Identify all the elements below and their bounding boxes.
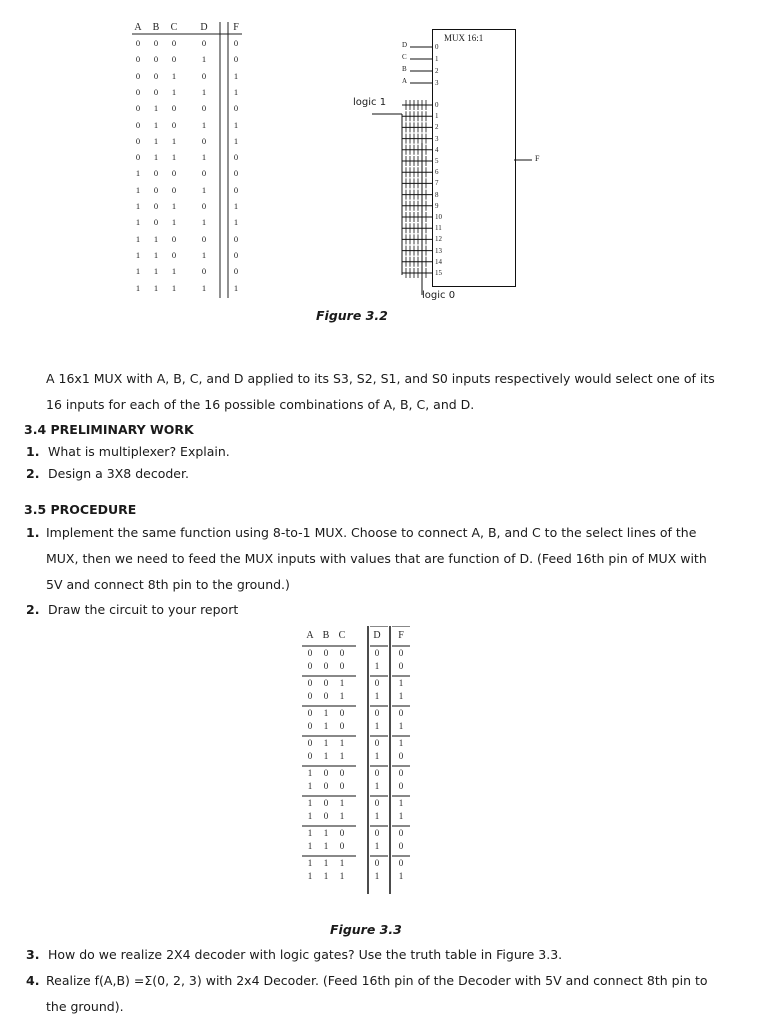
table-cell: 1 bbox=[398, 871, 404, 881]
table-cell: 0 bbox=[374, 678, 380, 688]
select-label-c: C bbox=[402, 53, 407, 61]
table-cell: 1 bbox=[307, 871, 313, 881]
table-header-a: A bbox=[306, 630, 314, 641]
table-cell: 1 bbox=[374, 751, 380, 761]
output-label-f: F bbox=[535, 154, 540, 163]
table-cell: 1 bbox=[135, 217, 141, 228]
table-cell: 0 bbox=[398, 751, 404, 761]
truth-table-figure-3-3 bbox=[300, 626, 420, 898]
table-cell: 0 bbox=[201, 168, 207, 179]
truth-table-figure-3-2 bbox=[128, 22, 248, 302]
table-cell: 1 bbox=[171, 70, 177, 81]
table-cell: 0 bbox=[135, 135, 141, 146]
section-3-5-item-2 bbox=[26, 602, 238, 617]
data-pin-number: 10 bbox=[435, 213, 442, 221]
data-pin-number: 4 bbox=[435, 145, 439, 154]
table-cell: 1 bbox=[171, 217, 177, 228]
table-cell: 0 bbox=[135, 119, 141, 130]
table-cell: 1 bbox=[201, 152, 207, 163]
table-cell: 0 bbox=[398, 781, 404, 791]
table-cell: 0 bbox=[339, 841, 345, 851]
figure-3-2-caption: Figure 3.2 bbox=[316, 308, 388, 323]
data-pin-number: 9 bbox=[435, 201, 439, 210]
table-cell: 1 bbox=[201, 119, 207, 130]
table-cell: 0 bbox=[323, 798, 329, 808]
item-text: Realize f(A,B) =Σ(0, 2, 3) with 2x4 Decoder. (Feed 16th pin of the Decoder with 5V and connect 8th pin to the ground). bbox=[46, 973, 708, 1014]
table-cell: 1 bbox=[374, 691, 380, 701]
data-pin-number: 15 bbox=[435, 269, 442, 277]
table-cell: 0 bbox=[374, 798, 380, 808]
data-pin-number: 8 bbox=[435, 190, 439, 199]
table-cell: 1 bbox=[339, 738, 345, 748]
select-pin-number: 1 bbox=[435, 55, 439, 63]
table-cell: 1 bbox=[398, 798, 404, 808]
section-3-4-item-2 bbox=[26, 466, 189, 481]
item-text: Implement the same function using 8-to-1 MUX. Choose to connect A, B, and C to the select lines of the MUX, then we need to feed the MUX inputs with values that are function of D. (Feed 16th pin of MUX with 5V and connect 8th pin to the ground.) bbox=[46, 525, 707, 592]
table-cell: 0 bbox=[233, 249, 239, 260]
data-pin-number: 12 bbox=[435, 235, 442, 244]
table-cell: 1 bbox=[135, 249, 141, 260]
table-cell: 0 bbox=[153, 54, 159, 65]
table-cell: 0 bbox=[398, 708, 404, 718]
mux-16-1-diagram bbox=[340, 25, 580, 315]
table-cell: 1 bbox=[307, 841, 313, 851]
table-cell: 1 bbox=[233, 282, 239, 293]
table-cell: 1 bbox=[135, 168, 141, 179]
table-cell: 1 bbox=[171, 135, 177, 146]
item-text: Design a 3X8 decoder. bbox=[48, 466, 189, 481]
table-cell: 1 bbox=[171, 266, 177, 277]
table-cell: 1 bbox=[307, 798, 313, 808]
data-pin-number: 2 bbox=[435, 123, 439, 132]
table-cell: 0 bbox=[201, 38, 207, 48]
table-cell: 1 bbox=[339, 798, 345, 808]
data-pin-number: 13 bbox=[435, 246, 442, 255]
table-cell: 1 bbox=[307, 858, 313, 868]
table-cell: 1 bbox=[135, 233, 141, 244]
table-cell: 1 bbox=[307, 781, 313, 791]
table-cell: 0 bbox=[135, 152, 141, 163]
item-number: 4. bbox=[26, 973, 40, 988]
table-cell: 0 bbox=[135, 86, 141, 97]
mux-wiring bbox=[340, 25, 580, 315]
table-cell: 1 bbox=[153, 135, 159, 146]
item-text: Draw the circuit to your report bbox=[48, 602, 239, 617]
table-header-c: C bbox=[338, 630, 346, 641]
table-cell: 1 bbox=[339, 691, 345, 701]
table-cell: 0 bbox=[201, 266, 207, 277]
table-cell: 1 bbox=[233, 217, 239, 228]
table-cell: 1 bbox=[398, 738, 404, 748]
table-cell: 1 bbox=[323, 708, 329, 718]
table-cell: 1 bbox=[171, 201, 177, 211]
table-cell: 1 bbox=[135, 266, 141, 277]
data-pin-number: 1 bbox=[435, 112, 439, 121]
table-cell: 0 bbox=[201, 103, 207, 114]
table-cell: 0 bbox=[339, 708, 345, 718]
table-cell: 0 bbox=[307, 721, 313, 731]
table-cell: 1 bbox=[153, 119, 159, 130]
logic0-label: logic 0 bbox=[422, 290, 456, 301]
table-cell: 1 bbox=[374, 841, 380, 851]
table-cell: 1 bbox=[323, 841, 329, 851]
table-cell: 0 bbox=[153, 70, 159, 81]
table-header-b: B bbox=[322, 630, 330, 641]
table-cell: 0 bbox=[398, 828, 404, 838]
table-cell: 0 bbox=[374, 738, 380, 748]
table-cell: 1 bbox=[374, 781, 380, 791]
table-cell: 0 bbox=[339, 721, 345, 731]
table-cell: 1 bbox=[339, 858, 345, 868]
item-number: 3. bbox=[26, 947, 40, 962]
table-cell: 1 bbox=[339, 751, 345, 761]
table-cell: 0 bbox=[201, 70, 207, 81]
table-header-a: A bbox=[134, 22, 142, 33]
table-cell: 0 bbox=[398, 858, 404, 868]
table-cell: 0 bbox=[153, 168, 159, 179]
table-cell: 1 bbox=[201, 249, 207, 260]
table-cell: 0 bbox=[233, 184, 239, 195]
select-label-b: B bbox=[402, 65, 407, 73]
table-cell: 0 bbox=[374, 648, 380, 658]
data-pin-number: 7 bbox=[435, 179, 439, 188]
table-cell: 0 bbox=[398, 648, 404, 658]
table-cell: 0 bbox=[339, 661, 345, 671]
question-4 bbox=[26, 968, 726, 1020]
table-cell: 1 bbox=[323, 871, 329, 881]
table-cell: 0 bbox=[233, 168, 239, 179]
table-cell: 0 bbox=[153, 201, 159, 211]
select-label-d: D bbox=[402, 41, 408, 49]
select-pin-number: 0 bbox=[435, 43, 439, 51]
table-cell: 1 bbox=[323, 721, 329, 731]
item-number: 2. bbox=[26, 602, 40, 617]
table-cell: 1 bbox=[307, 828, 313, 838]
table-cell: 1 bbox=[153, 266, 159, 277]
table-header-f: F bbox=[398, 630, 404, 641]
table-cell: 0 bbox=[374, 768, 380, 778]
select-label-a: A bbox=[402, 77, 408, 85]
table-cell: 1 bbox=[171, 86, 177, 97]
table-cell: 0 bbox=[307, 661, 313, 671]
table-cell: 0 bbox=[323, 661, 329, 671]
table-cell: 1 bbox=[374, 661, 380, 671]
table-cell: 0 bbox=[374, 828, 380, 838]
table-cell: 0 bbox=[339, 768, 345, 778]
table-cell: 1 bbox=[153, 152, 159, 163]
table-cell: 1 bbox=[171, 282, 177, 293]
table-cell: 0 bbox=[339, 781, 345, 791]
table-cell: 0 bbox=[307, 738, 313, 748]
table-cell: 0 bbox=[153, 217, 159, 228]
section-3-4-item-1 bbox=[26, 444, 230, 459]
table-cell: 1 bbox=[339, 871, 345, 881]
table-cell: 1 bbox=[201, 86, 207, 97]
table-header-c: C bbox=[170, 22, 178, 33]
table-cell: 0 bbox=[135, 70, 141, 81]
table-cell: 1 bbox=[201, 184, 207, 195]
table-cell: 1 bbox=[323, 858, 329, 868]
table-cell: 0 bbox=[398, 768, 404, 778]
table-cell: 0 bbox=[323, 648, 329, 658]
table-cell: 1 bbox=[135, 201, 141, 211]
table-cell: 0 bbox=[398, 841, 404, 851]
section-3-4-heading: 3.4 PRELIMINARY WORK bbox=[24, 422, 194, 437]
table-cell: 0 bbox=[201, 135, 207, 146]
table-cell: 0 bbox=[323, 768, 329, 778]
table-cell: 1 bbox=[201, 54, 207, 65]
table-cell: 0 bbox=[233, 54, 239, 65]
data-pin-number: 11 bbox=[435, 224, 442, 233]
table-cell: 0 bbox=[339, 648, 345, 658]
table-cell: 1 bbox=[233, 135, 239, 146]
select-pin-number: 2 bbox=[435, 67, 439, 75]
table-cell: 0 bbox=[201, 201, 207, 211]
table-cell: 0 bbox=[171, 54, 177, 65]
table-cell: 0 bbox=[171, 119, 177, 130]
table-cell: 0 bbox=[153, 184, 159, 195]
table-cell: 0 bbox=[307, 708, 313, 718]
table-cell: 1 bbox=[339, 811, 345, 821]
table-cell: 1 bbox=[171, 152, 177, 163]
table-cell: 0 bbox=[201, 233, 207, 244]
table-cell: 1 bbox=[398, 691, 404, 701]
table-cell: 0 bbox=[233, 103, 239, 114]
table-cell: 1 bbox=[201, 217, 207, 228]
table-cell: 0 bbox=[153, 86, 159, 97]
data-pin-number: 5 bbox=[435, 157, 439, 165]
table-cell: 1 bbox=[307, 768, 313, 778]
item-text: What is multiplexer? Explain. bbox=[48, 444, 230, 459]
table-cell: 1 bbox=[153, 103, 159, 114]
data-pin-number: 3 bbox=[435, 134, 439, 143]
table-cell: 1 bbox=[135, 184, 141, 195]
table-cell: 0 bbox=[171, 168, 177, 179]
table-cell: 0 bbox=[135, 103, 141, 114]
table-cell: 0 bbox=[307, 691, 313, 701]
table-cell: 1 bbox=[374, 721, 380, 731]
table-cell: 0 bbox=[233, 233, 239, 244]
table-cell: 0 bbox=[398, 661, 404, 671]
table-cell: 0 bbox=[153, 38, 159, 48]
table-cell: 0 bbox=[323, 678, 329, 688]
table-header-d: D bbox=[200, 22, 208, 33]
table-header-b: B bbox=[152, 22, 160, 33]
table-cell: 1 bbox=[153, 249, 159, 260]
table-cell: 0 bbox=[135, 38, 141, 48]
table-cell: 0 bbox=[233, 266, 239, 277]
question-3 bbox=[26, 947, 562, 962]
table-cell: 1 bbox=[233, 70, 239, 81]
section-3-5-heading: 3.5 PROCEDURE bbox=[24, 502, 137, 517]
table-cell: 0 bbox=[323, 811, 329, 821]
table-cell: 0 bbox=[307, 648, 313, 658]
table-cell: 1 bbox=[153, 282, 159, 293]
table-cell: 1 bbox=[398, 721, 404, 731]
mux-title: MUX 16:1 bbox=[444, 33, 484, 43]
table-cell: 0 bbox=[171, 184, 177, 195]
table-cell: 0 bbox=[171, 249, 177, 260]
data-pin-number: 0 bbox=[435, 101, 439, 109]
table-cell: 1 bbox=[323, 828, 329, 838]
item-text: How do we realize 2X4 decoder with logic gates? Use the truth table in Figure 3.3. bbox=[48, 947, 563, 962]
table-header-d: D bbox=[373, 630, 381, 641]
figure-3-3-caption: Figure 3.3 bbox=[330, 922, 402, 937]
item-number: 1. bbox=[26, 444, 40, 459]
table-cell: 1 bbox=[374, 871, 380, 881]
data-pin-number: 6 bbox=[435, 168, 439, 177]
table-cell: 0 bbox=[171, 103, 177, 114]
table-cell: 1 bbox=[398, 678, 404, 688]
section-3-5-item-1 bbox=[26, 520, 716, 598]
table-cell: 0 bbox=[323, 781, 329, 791]
table-header-f: F bbox=[233, 22, 239, 33]
table-cell: 1 bbox=[398, 811, 404, 821]
table-cell: 1 bbox=[307, 811, 313, 821]
table-cell: 1 bbox=[233, 86, 239, 97]
table-cell: 1 bbox=[233, 201, 239, 211]
table-cell: 0 bbox=[233, 152, 239, 163]
table-cell: 1 bbox=[233, 119, 239, 130]
table-cell: 1 bbox=[201, 282, 207, 293]
table-cell: 0 bbox=[171, 38, 177, 48]
table-cell: 0 bbox=[323, 691, 329, 701]
table-cell: 1 bbox=[135, 282, 141, 293]
table-cell: 0 bbox=[374, 708, 380, 718]
intro-paragraph: A 16x1 MUX with A, B, C, and D applied to its S3, S2, S1, and S0 inputs respectively would select one of its 16 inputs for each of the 16 possible combinations of A, B, C, and D. bbox=[46, 371, 715, 412]
table-cell: 1 bbox=[374, 811, 380, 821]
table-cell: 0 bbox=[233, 38, 239, 48]
table-cell: 0 bbox=[135, 54, 141, 65]
table-cell: 0 bbox=[307, 678, 313, 688]
table-cell: 0 bbox=[374, 858, 380, 868]
table-cell: 1 bbox=[323, 751, 329, 761]
table-cell: 0 bbox=[339, 828, 345, 838]
item-number: 1. bbox=[26, 525, 40, 540]
select-pin-number: 3 bbox=[435, 79, 439, 87]
table-cell: 1 bbox=[153, 233, 159, 244]
data-pin-number: 14 bbox=[435, 257, 442, 266]
table-cell: 0 bbox=[307, 751, 313, 761]
logic1-label: logic 1 bbox=[353, 97, 387, 108]
table-cell: 1 bbox=[323, 738, 329, 748]
item-number: 2. bbox=[26, 466, 40, 481]
table-cell: 1 bbox=[339, 678, 345, 688]
table-cell: 0 bbox=[171, 233, 177, 244]
